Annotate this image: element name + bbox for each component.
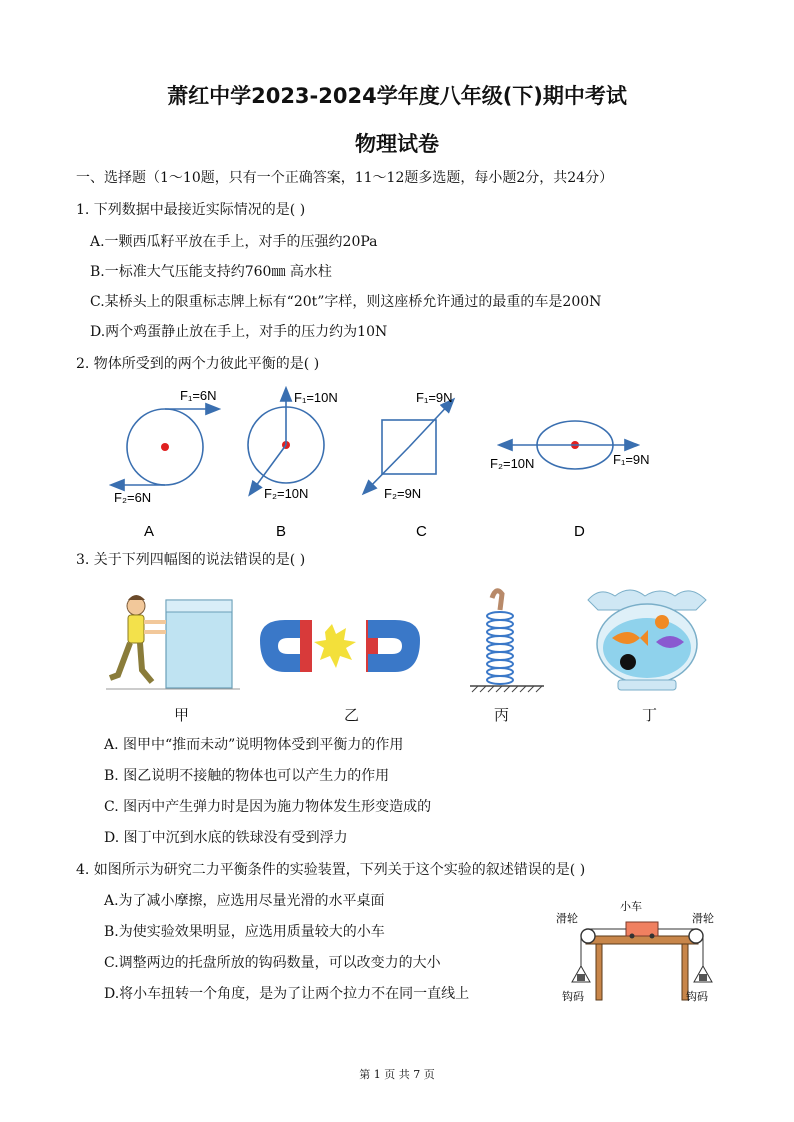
label-weight-left: 钩码 bbox=[562, 991, 584, 1003]
q4-option-c: C.调整两边的托盘所放的钩码数量，可以改变力的大小 bbox=[104, 955, 441, 971]
question-3-stem: 3. 关于下列四幅图的说法错误的是( ) bbox=[76, 552, 306, 568]
label-cart: 小车 bbox=[620, 901, 642, 913]
q1-option-d: D.两个鸡蛋静止放在手上，对手的压力约为10N bbox=[90, 324, 388, 340]
diagram-c-f1: F₁=9N bbox=[416, 390, 453, 405]
caption-ding: 丁 bbox=[642, 707, 658, 724]
question-1-stem: 1. 下列数据中最接近实际情况的是( ) bbox=[76, 202, 306, 218]
diagram-b-f1: F₁=10N bbox=[294, 390, 338, 405]
picture-yi-magnets bbox=[260, 620, 420, 672]
page-subtitle: 物理试卷 bbox=[355, 132, 439, 156]
diagram-d bbox=[490, 421, 650, 540]
q3-option-a: A. 图甲中“推而未动”说明物体受到平衡力的作用 bbox=[104, 737, 404, 753]
q1-option-b: B.一标准大气压能支持约760㎜ 高水柱 bbox=[90, 264, 332, 280]
diagram-a-f2: F₂=6N bbox=[114, 490, 152, 505]
q1-option-c: C.某桥头上的限重标志牌上标有“20t”字样，则这座桥允许通过的最重的车是200N bbox=[90, 294, 602, 310]
diagram-b bbox=[248, 389, 338, 540]
q1-option-a: A.一颗西瓜籽平放在手上，对手的压强约20Pa bbox=[90, 234, 378, 250]
question-2-stem: 2. 物体所受到的两个力彼此平衡的是( ) bbox=[76, 356, 320, 372]
page-title: 萧红中学2023-2024学年度八年级(下)期中考试 bbox=[167, 84, 627, 108]
caption-bing: 丙 bbox=[494, 707, 510, 724]
diagram-c-f2: F₂=9N bbox=[384, 486, 422, 501]
force-diagrams bbox=[100, 380, 700, 545]
question-4-stem: 4. 如图所示为研究二力平衡条件的实验装置，下列关于这个实验的叙述错误的是( ) bbox=[76, 862, 586, 878]
q3-option-d: D. 图丁中沉到水底的铁球没有受到浮力 bbox=[104, 830, 348, 846]
q4-option-b: B.为使实验效果明显，应选用质量较大的小车 bbox=[104, 924, 385, 940]
page-footer: 第 1 页 共 7 页 bbox=[359, 1068, 435, 1081]
balance-apparatus bbox=[552, 896, 732, 1006]
q3-option-b: B. 图乙说明不接触的物体也可以产生力的作用 bbox=[104, 768, 390, 784]
label-weight-right: 钩码 bbox=[686, 991, 708, 1003]
diagram-a-letter: A bbox=[144, 523, 155, 540]
q3-option-c: C. 图丙中产生弹力时是因为施力物体发生形变造成的 bbox=[104, 799, 432, 815]
q4-option-d: D.将小车扭转一个角度，是为了让两个拉力不在同一直线上 bbox=[104, 986, 470, 1002]
picture-bing-spring bbox=[470, 591, 544, 692]
diagram-a-f1: F₁=6N bbox=[180, 388, 217, 403]
diagram-d-letter: D bbox=[574, 523, 585, 540]
label-pulley-right: 滑轮 bbox=[692, 913, 714, 925]
q4-option-a: A.为了减小摩擦，应选用尽量光滑的水平桌面 bbox=[104, 893, 385, 909]
caption-jia: 甲 bbox=[174, 707, 190, 724]
picture-jia-push-box bbox=[106, 595, 240, 689]
q3-pictures bbox=[100, 580, 720, 700]
diagram-c-letter: C bbox=[416, 523, 427, 540]
diagram-b-letter: B bbox=[276, 523, 287, 540]
diagram-d-f1: F₁=9N bbox=[613, 452, 650, 467]
caption-yi: 乙 bbox=[344, 707, 360, 724]
section-heading: 一、选择题（1～10题，只有一个正确答案，11～12题多选题，每小题2分，共24分） bbox=[76, 170, 614, 186]
label-pulley-left: 滑轮 bbox=[556, 913, 578, 925]
diagram-c bbox=[364, 390, 453, 540]
diagram-d-f2: F₂=10N bbox=[490, 456, 535, 471]
diagram-b-f2: F₂=10N bbox=[264, 486, 309, 501]
picture-ding-fishbowl bbox=[588, 590, 706, 690]
diagram-a bbox=[112, 388, 218, 540]
